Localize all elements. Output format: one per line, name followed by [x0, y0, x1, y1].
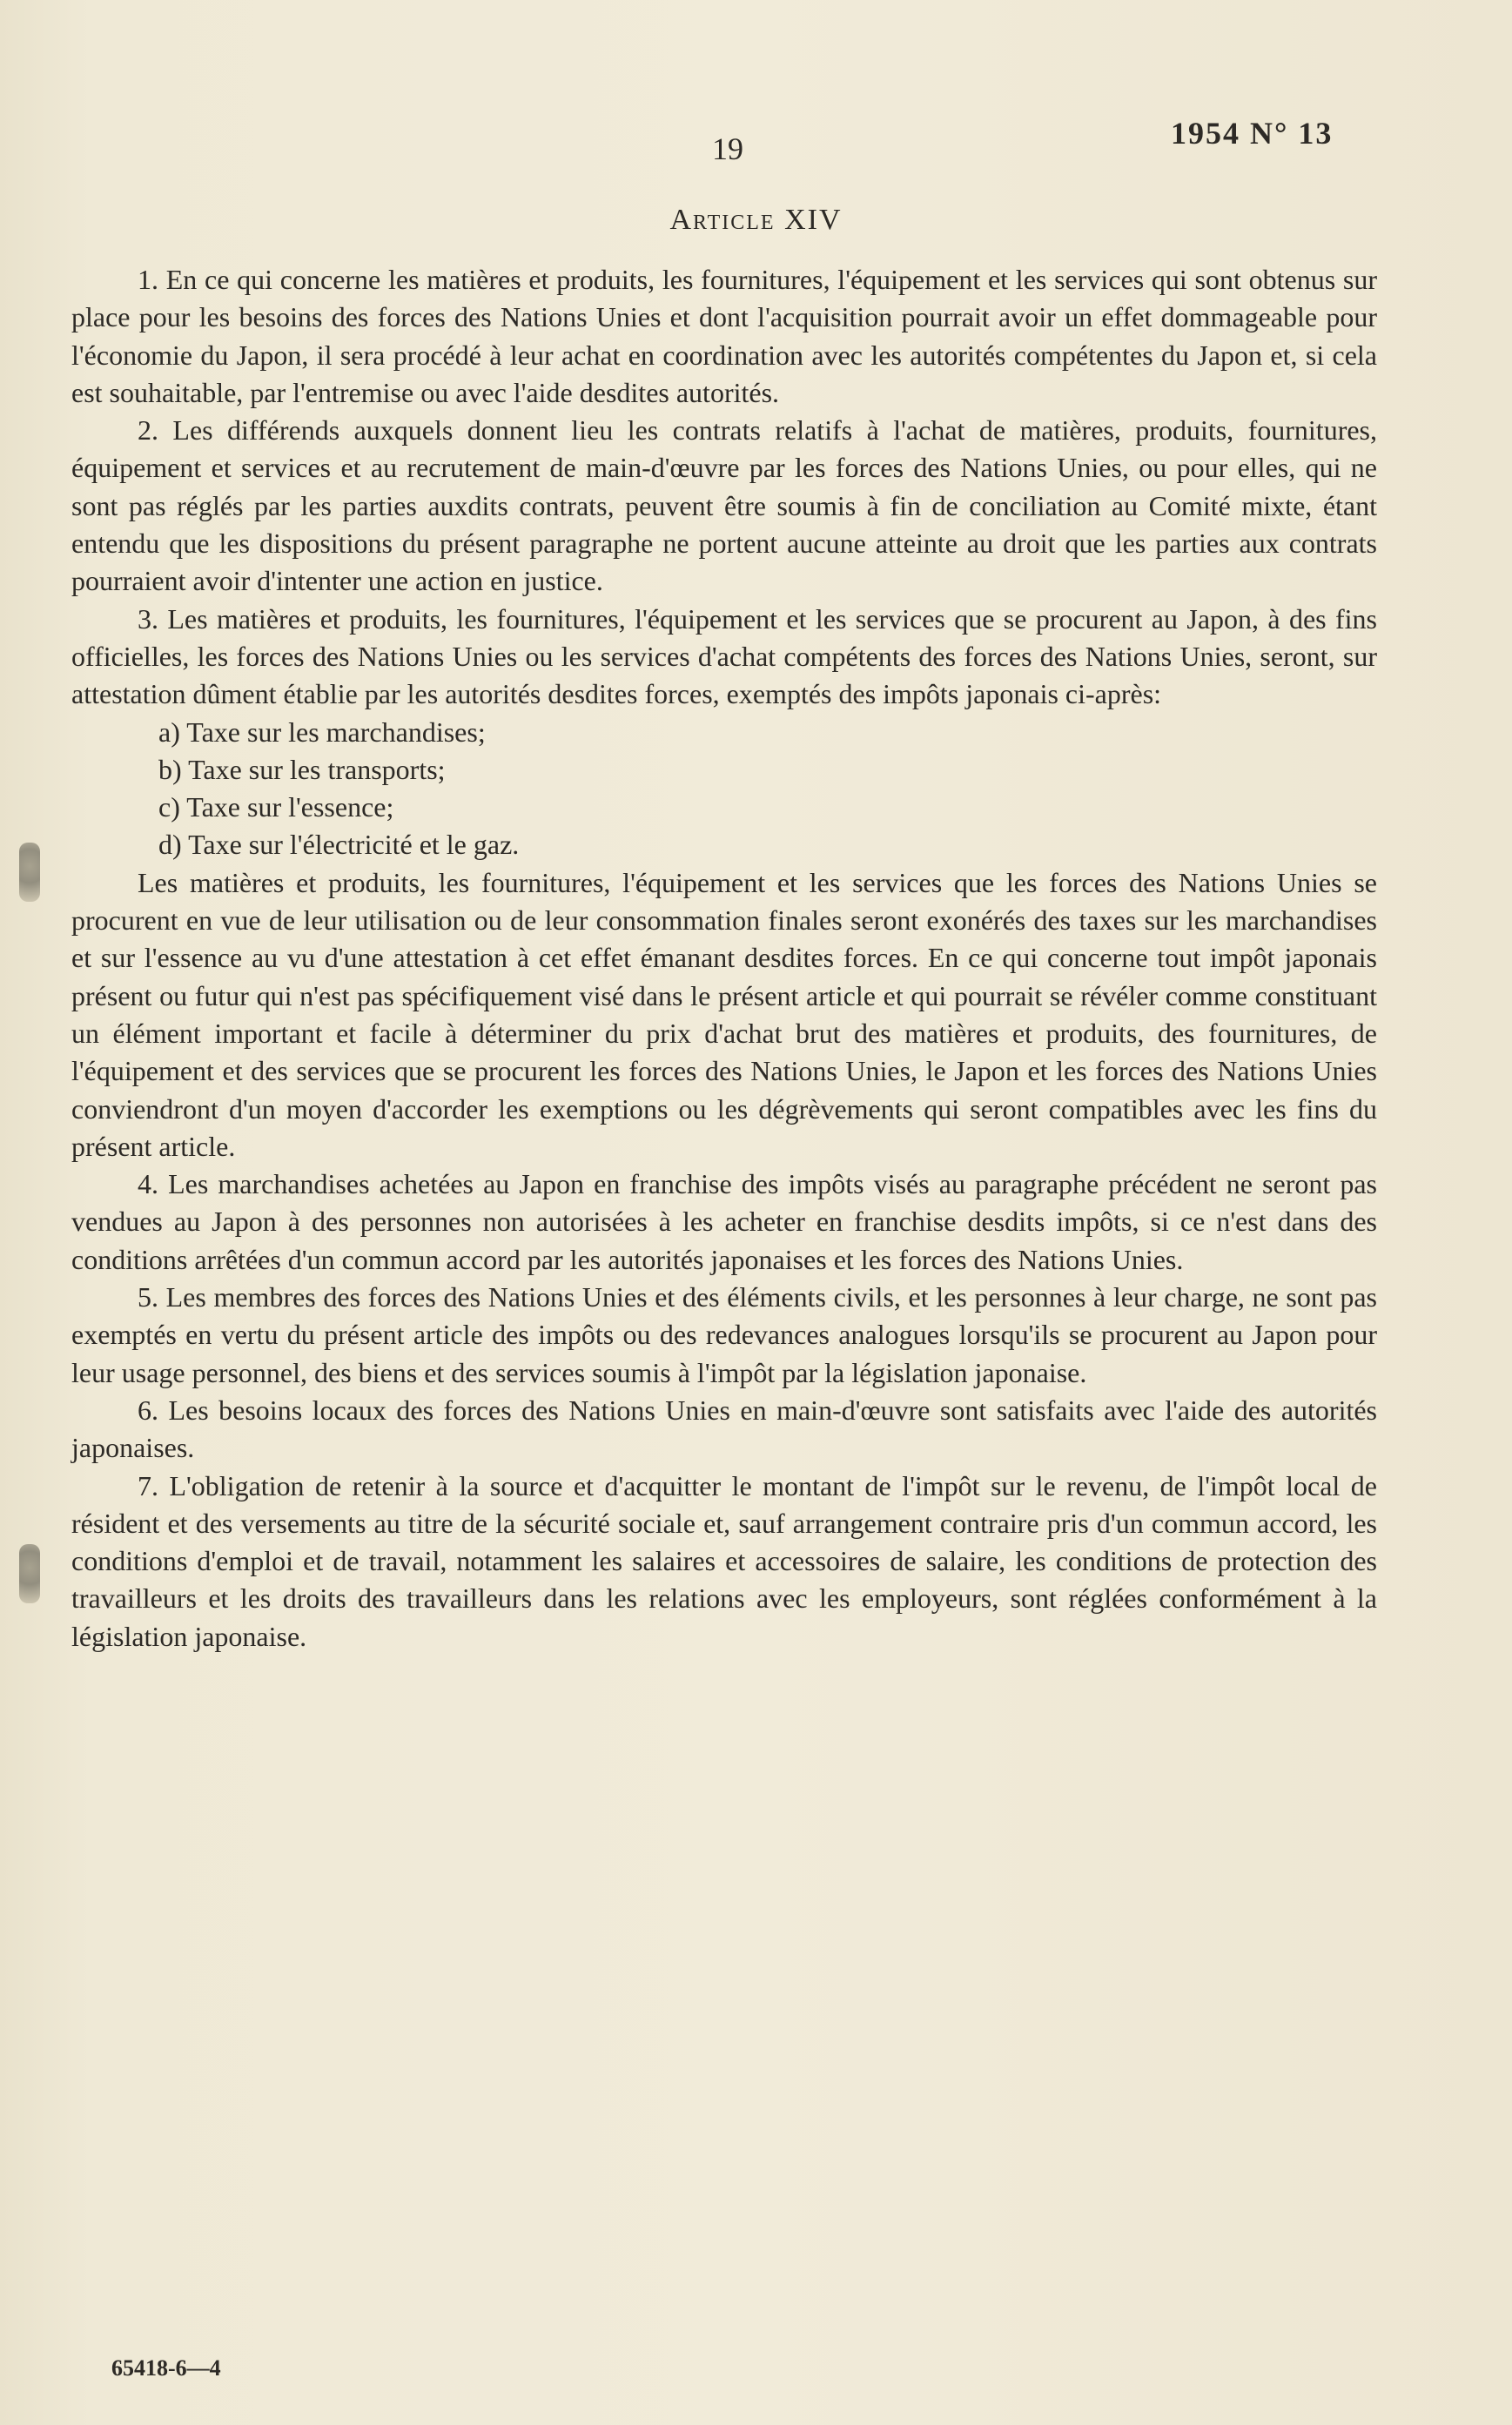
tax-item-c: c) Taxe sur l'essence; — [158, 791, 394, 823]
tax-item-d: d) Taxe sur l'électricité et le gaz. — [158, 829, 520, 861]
paragraph-3: 3. Les matières et produits, les fournitures, l'équipement et les services que se procurent au Japon, à des fins officielles, les forces des Nations Unies ou les services d'achat compétents des forces des Nations Unies, seront, sur attestation dûment établie par les autorités desdites forces, exemptés des impôts japonais ci-après: — [71, 602, 1377, 710]
tax-item-b: b) Taxe sur les transports; — [158, 753, 446, 785]
page-number: 19 — [712, 131, 743, 166]
paragraph-6: 6. Les besoins locaux des forces des Nations Unies en main-d'œuvre sont satisfaits avec l'aide des autorités japonaises. — [71, 1394, 1377, 1464]
print-code: 65418-6—4 — [111, 2355, 221, 2381]
paragraph-5: 5. Les membres des forces des Nations Unies et des éléments civils, et les personnes à leur charge, ne sont pas exemptés en vertu du présent article des impôts ou des redevances analogues lorsqu'ils se procurent au Japon pour leur usage personnel, des biens et des services soumis à l'impôt par la législation japonaise. — [71, 1281, 1377, 1388]
binding-clip-mark — [19, 843, 40, 902]
article-title: Article XIV — [669, 204, 843, 236]
paragraph-7: 7. L'obligation de retenir à la source et d'acquitter le montant de l'impôt sur le revenu, de l'impôt local de résident et des versements au titre de la sécurité sociale et, sauf arrangement contraire pris d'un commun accord, les conditions d'emploi et de travail, notamment les salaires et accessoires de salaire, les conditions de protection des travailleurs et les droits des travailleurs dans les relations avec les employeurs, sont réglées conformément à la législation japonaise. — [71, 1469, 1377, 1652]
paragraph-4: 4. Les marchandises achetées au Japon en franchise des impôts visés au paragraphe précédent ne seront pas vendues au Japon à des personnes non autorisées à les acheter en franchise desdits impôts, si ce n'est dans des conditions arrêtées d'un commun accord par les autorités japonaises et les forces des Nations Unies. — [71, 1168, 1377, 1275]
paragraph-1: 1. En ce qui concerne les matières et produits, les fournitures, l'équipement et les services qui sont obtenus sur place pour les besoins des forces des Nations Unies et dont l'acquisition pourrait avoir un effet dommageable pour l'économie du Japon, il sera procédé à leur achat en coordination avec les autorités compétentes du Japon et, si cela est souhaitable, par l'entremise ou avec l'aide desdites autorités. — [71, 264, 1377, 408]
series-reference: 1954 N° 13 — [1171, 116, 1334, 151]
binding-clip-mark — [19, 1544, 40, 1603]
paragraph-3-continued: Les matières et produits, les fournitures, l'équipement et les services que les forces des Nations Unies se procurent en vue de leur utilisation ou de leur consommation finales seront exonérés des taxes sur les marchandises et sur l'essence au vu d'une attestation à cet effet émanant desdites forces. En ce qui concerne tout impôt japonais présent ou futur qui n'est pas spécifiquement visé dans le présent article et qui pourrait se révéler comme constituant un élément important et facile à déterminer du prix d'achat brut des matières et produits, des fournitures, de l'équipement et des services que se procurent les forces des Nations Unies, le Japon et les forces des Nations Unies conviendront d'un moyen d'accorder les exemptions ou les dégrèvements qui seront compatibles avec les fins du présent article. — [71, 866, 1377, 1162]
article-body — [71, 261, 1377, 1656]
tax-item-a: a) Taxe sur les marchandises; — [158, 715, 486, 748]
paragraph-2: 2. Les différends auxquels donnent lieu les contrats relatifs à l'achat de matières, produits, fournitures, équipement et services et au recrutement de main-d'œuvre par les forces des Nations Unies, ou pour elles, qui ne sont pas réglés par les parties auxdits contrats, peuvent être soumis à fin de conciliation au Comité mixte, étant entendu que les dispositions du présent paragraphe ne portent aucune atteinte au droit que les parties aux contrats pourraient avoir d'intenter une action en justice. — [71, 414, 1377, 597]
